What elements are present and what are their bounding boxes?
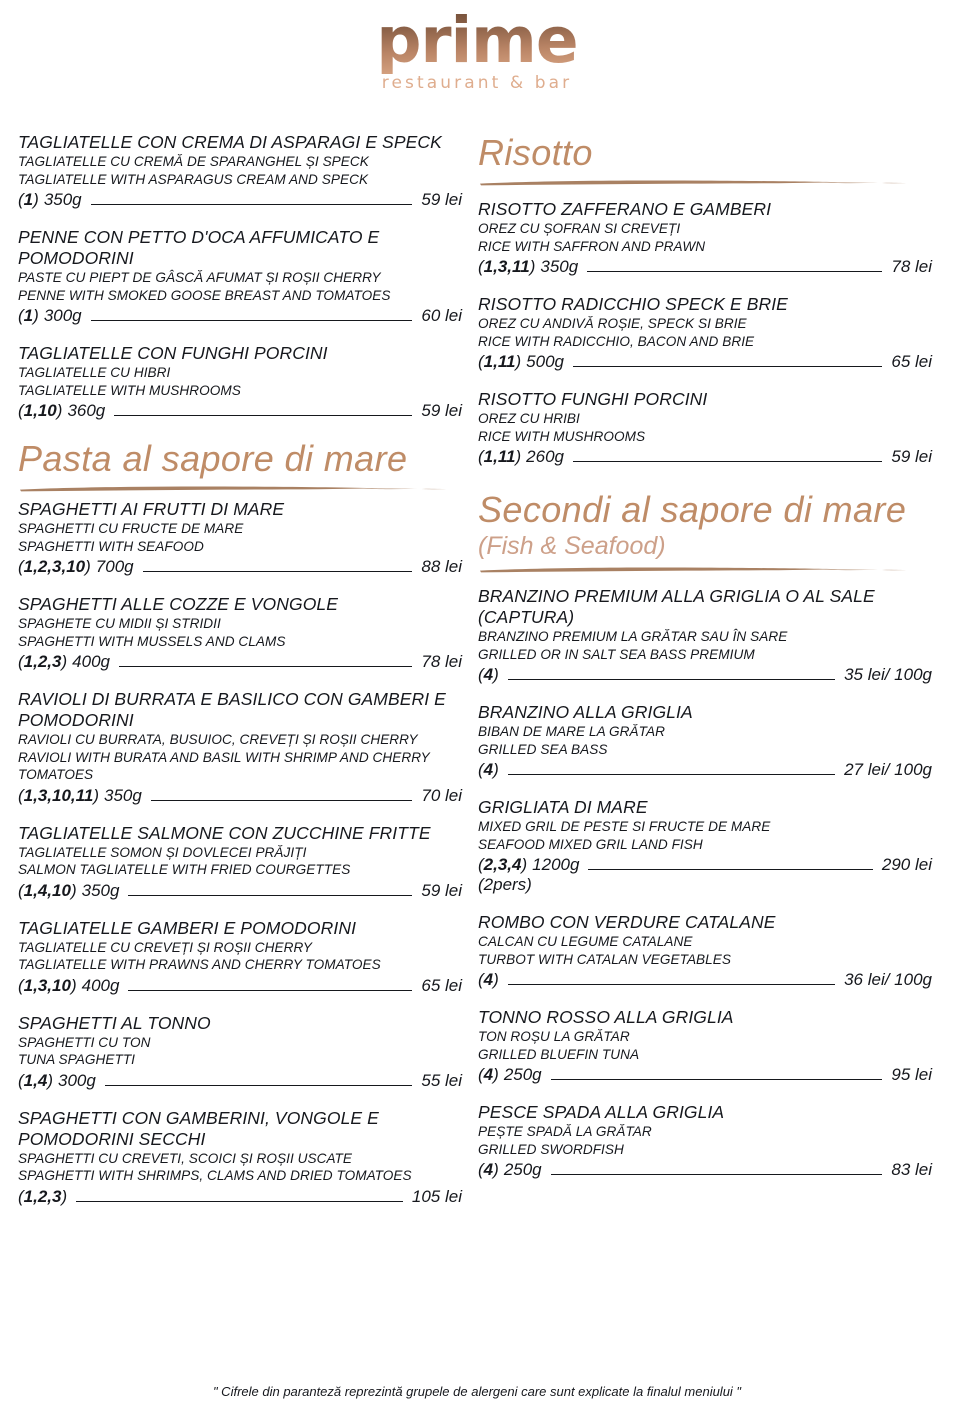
menu-item — [18, 1108, 462, 1207]
menu-item-price-row — [18, 556, 462, 577]
section-title: Risotto — [478, 132, 593, 173]
menu-item — [478, 199, 932, 277]
menu-item-name-en: TAGLIATELLE WITH MUSHROOMS — [18, 382, 241, 398]
menu-item-weight: 700g — [95, 557, 134, 576]
menu-item-name-it: RAVIOLI DI BURRATA E BASILICO CON GAMBERI E POMODORINI — [18, 689, 446, 730]
menu-item-name-ro: BRANZINO PREMIUM LA GRĂTAR SAU ÎN SARE — [478, 629, 788, 644]
menu-item-name-ro: TAGLIATELLE CU CREVEȚI ȘI ROȘII CHERRY — [18, 939, 312, 955]
menu-item — [18, 499, 462, 577]
menu-item-name-ro: SPAGHETTI CU TON — [18, 1034, 151, 1050]
menu-item-price-row — [18, 400, 462, 421]
menu-item-price-row — [18, 1070, 462, 1091]
allergen-codes: (4) — [478, 1065, 499, 1084]
menu-item-name-it: SPAGHETTI AL TONNO — [18, 1012, 211, 1033]
allergen-codes: (1) — [18, 190, 39, 209]
menu-item-weight: 350g — [540, 257, 579, 276]
price-leader-line — [128, 895, 412, 896]
allergen-codes: (1,3,11) — [478, 257, 536, 276]
price-leader-line — [151, 800, 413, 801]
menu-item-price: 60 lei — [421, 306, 462, 325]
menu-item-name-ro: OREZ CU ȘOFRAN SI CREVEȚI — [478, 221, 681, 236]
menu-item-name-ro: SPAGHETTI CU CREVETI, SCOICI ȘI ROȘII USCATE — [18, 1150, 353, 1166]
menu-item-price: 70 lei — [421, 785, 462, 805]
menu-item-name-ro: MIXED GRIL DE PESTE SI FRUCTE DE MARE — [478, 819, 771, 834]
menu-item-name-it: RISOTTO RADICCHIO SPECK E BRIE — [478, 294, 788, 314]
allergen-codes: (2,3,4) — [478, 855, 528, 874]
menu-item-name-it: SPAGHETTI CON GAMBERINI, VONGOLE E POMODORINI SECCHI — [18, 1107, 379, 1149]
menu-item-name-en: TAGLIATELLE WITH PRAWNS AND CHERRY TOMATOES — [18, 957, 381, 972]
price-leader-line — [91, 320, 413, 321]
menu-item-weight: 350g — [81, 880, 120, 900]
menu-item-price-row — [478, 854, 932, 875]
logo-tagline: restaurant & bar — [381, 73, 573, 93]
menu-item-weight: 350g — [43, 190, 82, 209]
menu-item-name-en: RICE WITH SAFFRON AND PRAWN — [478, 238, 706, 254]
brush-underline-icon — [478, 565, 932, 574]
menu-item-price-row — [18, 189, 462, 210]
menu-item-price-row — [18, 975, 462, 996]
menu-item-name-ro: OREZ CU HRIBI — [478, 411, 580, 426]
menu-item-name-ro: SPAGHETE CU MIDII ȘI STRIDII — [18, 616, 221, 631]
allergen-codes: (1,4) — [18, 1070, 53, 1090]
menu-item-name-en: PENNE WITH SMOKED GOOSE BREAST AND TOMATOES — [18, 287, 391, 303]
menu-columns — [0, 132, 954, 1224]
menu-item — [478, 389, 932, 467]
menu-item-name-en: RAVIOLI WITH BURATA AND BASIL WITH SHRIMP AND CHERRY TOMATOES — [18, 749, 430, 782]
menu-item-weight: 250g — [503, 1160, 542, 1179]
menu-item-price-row — [478, 1064, 932, 1085]
menu-item-price: 78 lei — [891, 257, 932, 276]
section-subtitle: (Fish & Seafood) — [478, 532, 666, 560]
menu-item-name-it: PESCE SPADA ALLA GRIGLIA — [478, 1102, 725, 1122]
menu-item-price: 35 lei/ 100g — [844, 665, 932, 684]
menu-item — [18, 132, 462, 210]
menu-item — [18, 594, 462, 672]
allergen-codes: (1,4,10) — [18, 880, 77, 900]
menu-item-name-en: TAGLIATELLE WITH ASPARAGUS CREAM AND SPECK — [18, 171, 369, 187]
allergen-codes: (4) — [478, 665, 499, 684]
section-risotto — [478, 132, 932, 187]
allergen-codes: (4) — [478, 970, 499, 989]
price-leader-line — [508, 984, 835, 985]
price-leader-line — [508, 774, 835, 775]
menu-item-price: 95 lei — [891, 1065, 932, 1084]
menu-item-price-row — [18, 785, 462, 806]
price-leader-line — [105, 1085, 413, 1086]
menu-item-name-ro: TAGLIATELLE SOMON ȘI DOVLECEI PRĂJIȚI — [18, 844, 307, 860]
menu-item-name-en: TURBOT WITH CATALAN VEGETABLES — [478, 951, 732, 967]
allergen-codes: (1,2,3,10) — [18, 557, 91, 576]
left-column — [0, 132, 472, 1224]
menu-item-weight: 300g — [57, 1070, 96, 1090]
menu-item-price-row — [478, 351, 932, 372]
menu-item-name-it: PENNE CON PETTO D'OCA AFFUMICATO E POMODORINI — [18, 227, 380, 268]
menu-item — [478, 912, 932, 990]
menu-item-name-it: TAGLIATELLE GAMBERI E POMODORINI — [18, 917, 357, 938]
menu-item-name-ro: TAGLIATELLE CU HIBRI — [18, 365, 171, 380]
menu-item — [18, 1013, 462, 1091]
menu-item-price: 88 lei — [421, 557, 462, 576]
menu-item-weight: 250g — [503, 1065, 542, 1084]
menu-item-price-row — [478, 256, 932, 277]
menu-item-name-ro: CALCAN CU LEGUME CATALANE — [478, 934, 693, 949]
allergen-codes: (1,10) — [18, 401, 63, 420]
menu-item-name-it: BRANZINO ALLA GRIGLIA — [478, 702, 693, 722]
menu-item-name-it: RISOTTO ZAFFERANO E GAMBERI — [478, 199, 772, 219]
menu-item-name-it: RISOTTO FUNGHI PORCINI — [478, 389, 708, 409]
menu-item-weight: 350g — [103, 785, 142, 805]
menu-item — [478, 797, 932, 895]
menu-item-price-row — [18, 1186, 462, 1207]
menu-item-weight: 400g — [81, 975, 120, 995]
menu-item — [18, 343, 462, 421]
price-leader-line — [508, 679, 835, 680]
menu-item-name-it: TAGLIATELLE CON FUNGHI PORCINI — [18, 343, 328, 363]
menu-item-price-row — [478, 1159, 932, 1180]
menu-item — [478, 702, 932, 780]
price-leader-line — [143, 571, 413, 572]
price-leader-line — [128, 990, 412, 991]
section-secondi-al-sapore-di-mare — [478, 489, 932, 574]
menu-item — [478, 294, 932, 372]
menu-item-name-it: ROMBO CON VERDURE CATALANE — [478, 912, 776, 932]
brush-underline-icon — [478, 178, 932, 187]
brush-underline-icon — [18, 484, 462, 493]
price-leader-line — [114, 415, 412, 416]
left-dish-list — [18, 499, 462, 1207]
menu-item — [18, 689, 462, 806]
menu-item-name-it: TAGLIATELLE CON CREMA DI ASPARAGI E SPECK — [18, 132, 442, 152]
menu-item-price-row — [18, 305, 462, 326]
menu-item-price-row — [478, 446, 932, 467]
menu-item — [478, 586, 932, 685]
menu-item-name-ro: PEȘTE SPADĂ LA GRĂTAR — [478, 1124, 652, 1139]
menu-item-name-ro: SPAGHETTI CU FRUCTE DE MARE — [18, 521, 244, 536]
allergen-codes: (1,2,3) — [18, 1186, 68, 1206]
menu-item-name-it: BRANZINO PREMIUM ALLA GRIGLIA O AL SALE (CAPTURA) — [478, 586, 875, 627]
price-leader-line — [573, 461, 882, 462]
menu-item-price: 59 lei — [421, 401, 462, 420]
menu-item-name-it: TAGLIATELLE SALMONE CON ZUCCHINE FRITTE — [18, 822, 431, 843]
section-pasta-al-sapore-di-mare — [18, 438, 462, 493]
menu-item-name-ro: BIBAN DE MARE LA GRĂTAR — [478, 724, 665, 739]
price-leader-line — [76, 1201, 403, 1202]
menu-item-price: 27 lei/ 100g — [844, 760, 932, 779]
menu-item-weight: 260g — [526, 447, 564, 466]
allergen-codes: (4) — [478, 1160, 499, 1179]
menu-item-name-ro: PASTE CU PIEPT DE GÂSCĂ AFUMAT ȘI ROȘII CHERRY — [18, 270, 381, 285]
menu-item-price: 59 lei — [421, 880, 462, 900]
price-leader-line — [551, 1079, 883, 1080]
price-leader-line — [587, 271, 882, 272]
menu-item-price: 59 lei — [891, 447, 932, 466]
price-leader-line — [588, 869, 872, 870]
allergen-codes: (1) — [18, 306, 39, 325]
section-title: Pasta al sapore di mare — [18, 438, 408, 479]
menu-item-name-en: RICE WITH RADICCHIO, BACON AND BRIE — [478, 333, 755, 349]
menu-item-name-en: GRILLED SWORDFISH — [478, 1141, 624, 1157]
menu-item-name-en: SPAGHETTI WITH SHRIMPS, CLAMS AND DRIED TOMATOES — [18, 1168, 412, 1183]
allergen-codes: (1,3,10) — [18, 975, 77, 995]
menu-item-price: 78 lei — [421, 652, 462, 671]
brand-logo — [0, 0, 954, 94]
menu-item-weight: 400g — [72, 652, 110, 671]
menu-item-name-en: GRILLED SEA BASS — [478, 741, 608, 757]
price-leader-line — [91, 204, 413, 205]
left-intro-dish-list — [18, 132, 462, 421]
menu-item — [478, 1102, 932, 1180]
menu-item-name-ro: OREZ CU ANDIVĂ ROȘIE, SPECK SI BRIE — [478, 316, 747, 331]
price-leader-line — [119, 666, 412, 667]
menu-item-name-it: SPAGHETTI AI FRUTTI DI MARE — [18, 499, 285, 519]
allergen-codes: (1,11) — [478, 352, 522, 371]
menu-item-name-en: GRILLED BLUEFIN TUNA — [478, 1046, 640, 1062]
menu-item-weight: 360g — [67, 401, 106, 420]
price-leader-line — [573, 366, 882, 367]
menu-item-price-row — [18, 651, 462, 672]
menu-item-name-en: GRILLED OR IN SALT SEA BASS PREMIUM — [478, 646, 755, 662]
menu-item-name-it: SPAGHETTI ALLE COZZE E VONGOLE — [18, 594, 339, 614]
menu-item-price: 36 lei/ 100g — [844, 970, 932, 989]
right-column — [472, 132, 954, 1197]
allergen-codes: (1,3,10,11) — [18, 785, 99, 805]
allergen-codes: (1,2,3) — [18, 652, 68, 671]
menu-item-price: 65 lei — [891, 352, 932, 371]
menu-item-name-en: TUNA SPAGHETTI — [18, 1052, 136, 1067]
allergen-codes: (4) — [478, 760, 499, 779]
menu-item-price: 290 lei — [881, 855, 932, 874]
menu-item — [18, 227, 462, 326]
menu-item-price: 59 lei — [421, 190, 462, 209]
menu-item-name-it: TONNO ROSSO ALLA GRIGLIA — [478, 1007, 734, 1027]
menu-item — [18, 823, 462, 901]
menu-item-price-row — [478, 969, 932, 990]
menu-item-price-row — [478, 759, 932, 780]
menu-item-price: 83 lei — [891, 1160, 932, 1179]
menu-item-name-ro: TAGLIATELLE CU CREMĂ DE SPARANGHEL ȘI SPECK — [18, 154, 369, 169]
menu-item-price: 65 lei — [421, 975, 462, 995]
menu-item-price-row — [18, 880, 462, 901]
price-leader-line — [551, 1174, 883, 1175]
menu-item-note: (2pers) — [478, 875, 532, 894]
menu-item-name-en: SPAGHETTI WITH MUSSELS AND CLAMS — [18, 633, 286, 649]
section-title: Secondi al sapore di mare — [478, 489, 907, 530]
menu-item-name-en: RICE WITH MUSHROOMS — [478, 428, 646, 444]
menu-item-price: 105 lei — [411, 1186, 462, 1206]
menu-item — [478, 1007, 932, 1085]
secondi-dish-list — [478, 586, 932, 1180]
menu-item-weight: 300g — [43, 306, 82, 325]
allergen-footnote: " Cifrele din paranteză reprezintă grupele de alergeni care sunt explicate la finalul meniului " — [212, 1384, 742, 1399]
menu-item-name-ro: RAVIOLI CU BURRATA, BUSUIOC, CREVEȚI ȘI ROȘII CHERRY — [18, 732, 418, 747]
risotto-dish-list — [478, 199, 932, 467]
menu-item-weight: 500g — [526, 352, 564, 371]
menu-item — [18, 918, 462, 996]
menu-item-weight: 1200g — [532, 855, 580, 874]
logo-wordmark: prime — [376, 4, 578, 77]
allergen-codes: (1,11) — [478, 447, 522, 466]
menu-item-price: 55 lei — [421, 1070, 462, 1090]
menu-item-name-en: SPAGHETTI WITH SEAFOOD — [18, 538, 204, 554]
menu-item-price-row — [478, 664, 932, 685]
menu-item-name-en: SEAFOOD MIXED GRIL LAND FISH — [478, 836, 703, 852]
menu-item-name-it: GRIGLIATA DI MARE — [478, 797, 648, 817]
menu-item-name-ro: TON ROȘU LA GRĂTAR — [478, 1029, 630, 1044]
menu-item-name-en: SALMON TAGLIATELLE WITH FRIED COURGETTES — [18, 862, 351, 877]
